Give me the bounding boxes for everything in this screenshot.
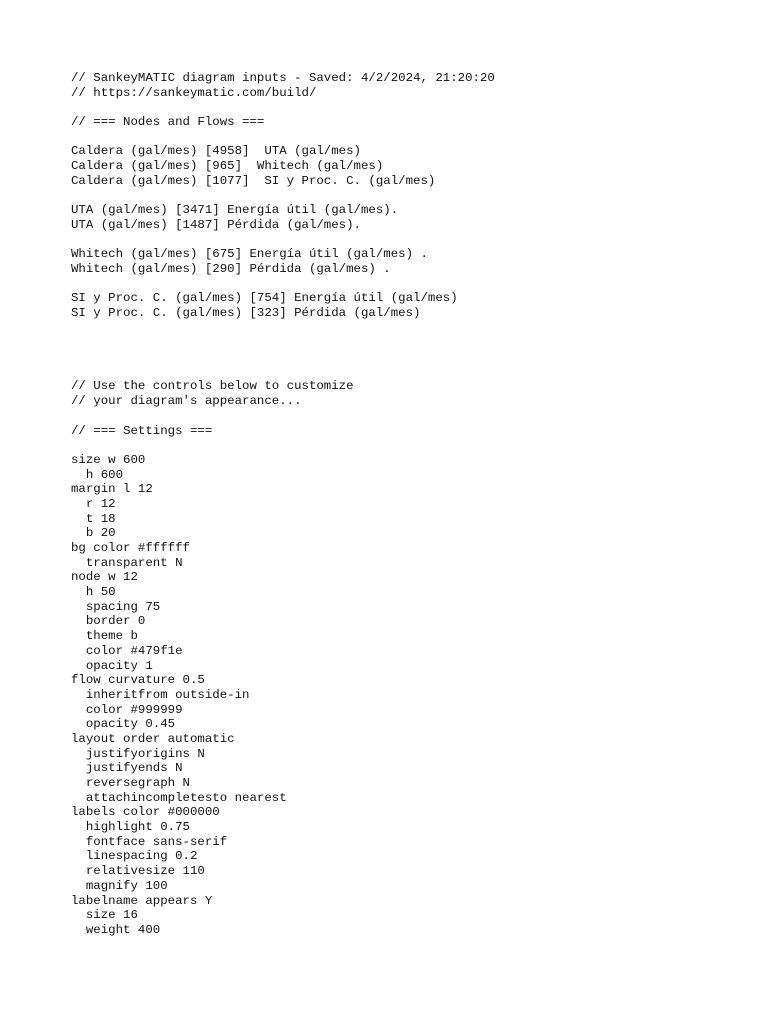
flow-line: UTA (gal/mes) [1487] Pérdida (gal/mes). — [71, 217, 361, 232]
blank-line — [71, 233, 751, 248]
flow-line: Whitech (gal/mes) [290] Pérdida (gal/mes) . — [71, 261, 391, 276]
setting-line: inheritfrom outside-in — [71, 687, 250, 702]
setting-line: relativesize 110 — [71, 864, 205, 879]
setting-line: theme b — [71, 629, 138, 644]
setting-line: linespacing 0.2 — [71, 849, 198, 864]
url-comment-line: // https://sankeymatic.com/build/ — [71, 85, 317, 100]
blank-line — [71, 277, 751, 292]
blank-line — [71, 365, 751, 380]
setting-line: r 12 — [71, 496, 116, 511]
saved-comment-line: // SankeyMATIC diagram inputs - Saved: 4/2/2024, 21:20:20 — [71, 71, 495, 85]
setting-line: spacing 75 — [71, 599, 161, 614]
setting-line: labels color #000000 — [71, 805, 220, 820]
setting-line: transparent N — [71, 555, 183, 570]
sankey-input-document — [71, 71, 751, 938]
flow-line: Whitech (gal/mes) [675] Energía útil (gal/mes) . — [71, 247, 428, 262]
setting-line: margin l 12 — [71, 482, 153, 497]
setting-line: h 600 — [71, 467, 124, 482]
flow-line: Caldera (gal/mes) [1077] SI y Proc. C. (gal/mes) — [71, 173, 436, 188]
setting-line: magnify 100 — [71, 878, 168, 893]
setting-line: color #999999 — [71, 702, 183, 717]
controls-comment-line: // Use the controls below to customize — [71, 379, 354, 394]
setting-line: size 16 — [71, 908, 138, 923]
setting-line: color #479f1e — [71, 643, 183, 658]
blank-line — [71, 100, 751, 115]
setting-line: justifyends N — [71, 761, 183, 776]
setting-line: justifyorigins N — [71, 746, 205, 761]
flow-line: SI y Proc. C. (gal/mes) [323] Pérdida (gal/mes) — [71, 306, 421, 320]
blank-line — [71, 438, 751, 453]
setting-line: opacity 0.45 — [71, 717, 176, 732]
controls-comment-line: // your diagram's appearance... — [71, 394, 302, 409]
flow-line: SI y Proc. C. (gal/mes) [754] Energía útil (gal/mes) — [71, 291, 458, 306]
setting-line: bg color #ffffff — [71, 541, 190, 556]
settings-list — [71, 453, 751, 938]
setting-line: attachincompletesto nearest — [71, 790, 287, 805]
flow-line: Caldera (gal/mes) [965] Whitech (gal/mes) — [71, 159, 384, 174]
settings-heading: // === Settings === — [71, 423, 213, 438]
flow-line: Caldera (gal/mes) [4958] UTA (gal/mes) — [71, 144, 361, 159]
setting-line: b 20 — [71, 526, 116, 541]
setting-line: layout order automatic — [71, 731, 235, 746]
setting-line: opacity 1 — [71, 658, 153, 673]
setting-line: border 0 — [71, 614, 146, 629]
setting-line: t 18 — [71, 511, 116, 526]
setting-line: reversegraph N — [71, 776, 190, 791]
setting-line: flow curvature 0.5 — [71, 673, 205, 688]
setting-line: fontface sans-serif — [71, 834, 228, 849]
nodes-flows-heading: // === Nodes and Flows === — [71, 115, 265, 130]
blank-gap — [71, 321, 751, 365]
setting-line: size w 600 — [71, 452, 146, 467]
setting-line: highlight 0.75 — [71, 820, 190, 835]
blank-line — [71, 409, 751, 424]
setting-line: labelname appears Y — [71, 893, 213, 908]
setting-line: node w 12 — [71, 570, 138, 585]
blank-line — [71, 189, 751, 204]
flow-line: UTA (gal/mes) [3471] Energía útil (gal/mes). — [71, 203, 399, 218]
setting-line: h 50 — [71, 585, 116, 600]
blank-line — [71, 130, 751, 145]
setting-line: weight 400 — [71, 922, 161, 937]
